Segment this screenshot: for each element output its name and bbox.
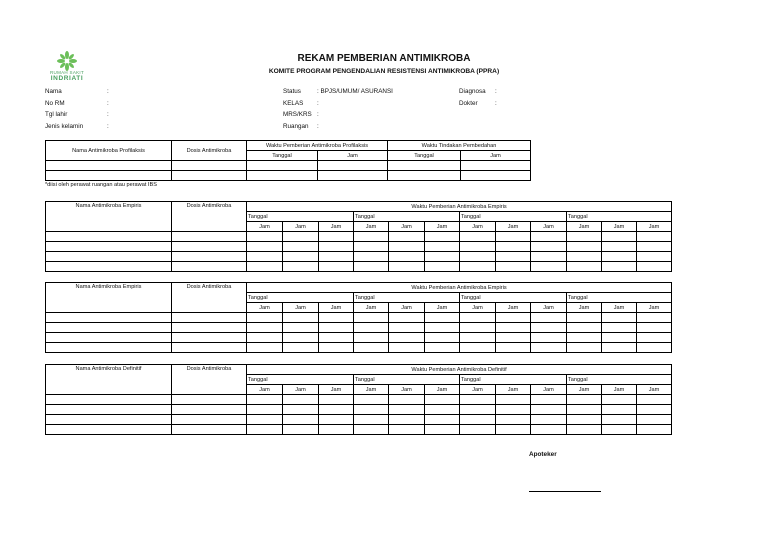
field-label: Dokter	[459, 99, 478, 107]
jam-label: Jam	[567, 303, 602, 313]
jam-label: Jam	[319, 303, 354, 313]
tanggal-label: Tanggal	[247, 212, 283, 222]
field-sep: :	[107, 111, 109, 118]
col-header-name: Nama Antimikroba Profilaksis	[46, 141, 172, 161]
jam-label: Jam	[354, 385, 389, 395]
tanggal-label: Tanggal	[460, 375, 496, 385]
table-row	[46, 171, 531, 181]
tanggal-label: Tanggal	[567, 212, 602, 222]
jam-label: Jam	[531, 385, 567, 395]
footnote: *diisi oleh perawat ruangan atau perawat IBS	[45, 182, 157, 188]
patient-info-left	[45, 86, 109, 132]
field-sep: :	[317, 122, 319, 130]
jam-label: Jam	[283, 385, 319, 395]
jam-label: Jam	[389, 222, 425, 232]
table-row	[46, 262, 672, 272]
patient-info-middle	[283, 86, 393, 132]
patient-info-right	[459, 86, 497, 109]
col-header-time-given: Waktu Pemberian Antimikroba Profilaksis	[247, 141, 388, 151]
field-label: Nama	[45, 88, 62, 95]
sub-header-tanggal: Tanggal	[388, 151, 461, 161]
jam-label: Jam	[389, 385, 425, 395]
empiris-table-2	[45, 282, 672, 353]
tanggal-label: Tanggal	[354, 375, 389, 385]
col-header-name: Nama Antimikroba Empiris	[46, 283, 172, 313]
empiris-table-1	[45, 201, 672, 272]
jam-label: Jam	[319, 385, 354, 395]
col-header-dose: Dosis Antimikroba	[172, 202, 247, 232]
table-row	[46, 425, 672, 435]
col-header-time-action: Waktu Tindakan Pembedahan	[388, 141, 531, 151]
field-sep: :	[107, 88, 109, 95]
jam-label: Jam	[354, 222, 389, 232]
field-label: MRS/KRS	[283, 111, 312, 118]
field-label: KELAS	[283, 99, 304, 107]
jam-label: Jam	[460, 303, 496, 313]
col-header-dose: Dosis Antimikroba	[172, 141, 247, 161]
field-sep: :	[107, 99, 109, 107]
tanggal-label: Tanggal	[567, 293, 602, 303]
jam-label: Jam	[319, 222, 354, 232]
tanggal-label: Tanggal	[354, 293, 389, 303]
field-sep: :	[495, 88, 497, 95]
logo-brand-name: INDRIATI	[50, 75, 84, 82]
col-header-name: Nama Antimikroba Definitif	[46, 365, 172, 395]
jam-label: Jam	[425, 303, 460, 313]
jam-label: Jam	[283, 222, 319, 232]
table-row	[46, 252, 672, 262]
field-label: Diagnosa	[459, 88, 486, 95]
jam-label: Jam	[602, 303, 637, 313]
jam-label: Jam	[567, 385, 602, 395]
tanggal-label: Tanggal	[247, 375, 283, 385]
jam-label: Jam	[602, 385, 637, 395]
document-subtitle: KOMITE PROGRAM PENGENDALIAN RESISTENSI ANTIMIKROBA (PPRA)	[268, 68, 500, 75]
table-row	[46, 405, 672, 415]
jam-label: Jam	[567, 222, 602, 232]
jam-label: Jam	[425, 385, 460, 395]
field-sep: :	[495, 99, 497, 107]
table-row	[46, 323, 672, 333]
jam-label: Jam	[496, 385, 531, 395]
jam-label: Jam	[496, 303, 531, 313]
jam-label: Jam	[637, 303, 672, 313]
col-header-dose: Dosis Antimikroba	[172, 283, 247, 313]
col-header-time: Waktu Pemberian Antimikroba Empiris	[247, 283, 672, 293]
table-row	[46, 232, 672, 242]
field-sep: :	[317, 111, 319, 118]
sub-header-jam: Jam	[318, 151, 388, 161]
field-sep: :	[107, 122, 109, 130]
jam-label: Jam	[425, 222, 460, 232]
jam-label: Jam	[247, 222, 283, 232]
field-label: Tgl lahir	[45, 111, 68, 118]
tanggal-label: Tanggal	[460, 212, 496, 222]
jam-label: Jam	[247, 303, 283, 313]
col-header-dose: Dosis Antimikroba	[172, 365, 247, 395]
jam-label: Jam	[531, 303, 567, 313]
jam-label: Jam	[460, 385, 496, 395]
field-sep: : BPJS/UMUM/ ASURANSI	[317, 88, 393, 95]
jam-label: Jam	[247, 385, 283, 395]
profilaksis-table	[45, 140, 531, 181]
sub-header-jam: Jam	[461, 151, 531, 161]
col-header-name: Nama Antimikroba Empiris	[46, 202, 172, 232]
col-header-time: Waktu Pemberian Antimikroba Definitif	[247, 365, 672, 375]
tanggal-label: Tanggal	[354, 212, 389, 222]
jam-label: Jam	[389, 303, 425, 313]
jam-label: Jam	[354, 303, 389, 313]
field-label: No RM	[45, 99, 65, 107]
tanggal-label: Tanggal	[247, 293, 283, 303]
table-row	[46, 161, 531, 171]
jam-label: Jam	[496, 222, 531, 232]
jam-label: Jam	[531, 222, 567, 232]
jam-label: Jam	[602, 222, 637, 232]
document-title: REKAM PEMBERIAN ANTIMIKROBA	[297, 53, 471, 64]
table-row	[46, 415, 672, 425]
table-row	[46, 242, 672, 252]
table-row	[46, 343, 672, 353]
tanggal-label: Tanggal	[567, 375, 602, 385]
table-row	[46, 313, 672, 323]
sub-header-tanggal: Tanggal	[247, 151, 318, 161]
logo-brand-top: RUMAH SAKIT	[49, 70, 85, 75]
apoteker-label: Apoteker	[529, 451, 557, 458]
field-label: Status	[283, 88, 301, 95]
jam-label: Jam	[460, 222, 496, 232]
signature-line	[529, 491, 601, 492]
jam-label: Jam	[283, 303, 319, 313]
definitif-table	[45, 364, 672, 435]
field-label: Ruangan	[283, 122, 309, 130]
jam-label: Jam	[637, 385, 672, 395]
field-label: Jenis kelamin	[45, 122, 84, 130]
tanggal-label: Tanggal	[460, 293, 496, 303]
table-row	[46, 395, 672, 405]
field-sep: :	[317, 99, 319, 107]
table-row	[46, 333, 672, 343]
jam-label: Jam	[637, 222, 672, 232]
col-header-time: Waktu Pemberian Antimikroba Empiris	[247, 202, 672, 212]
